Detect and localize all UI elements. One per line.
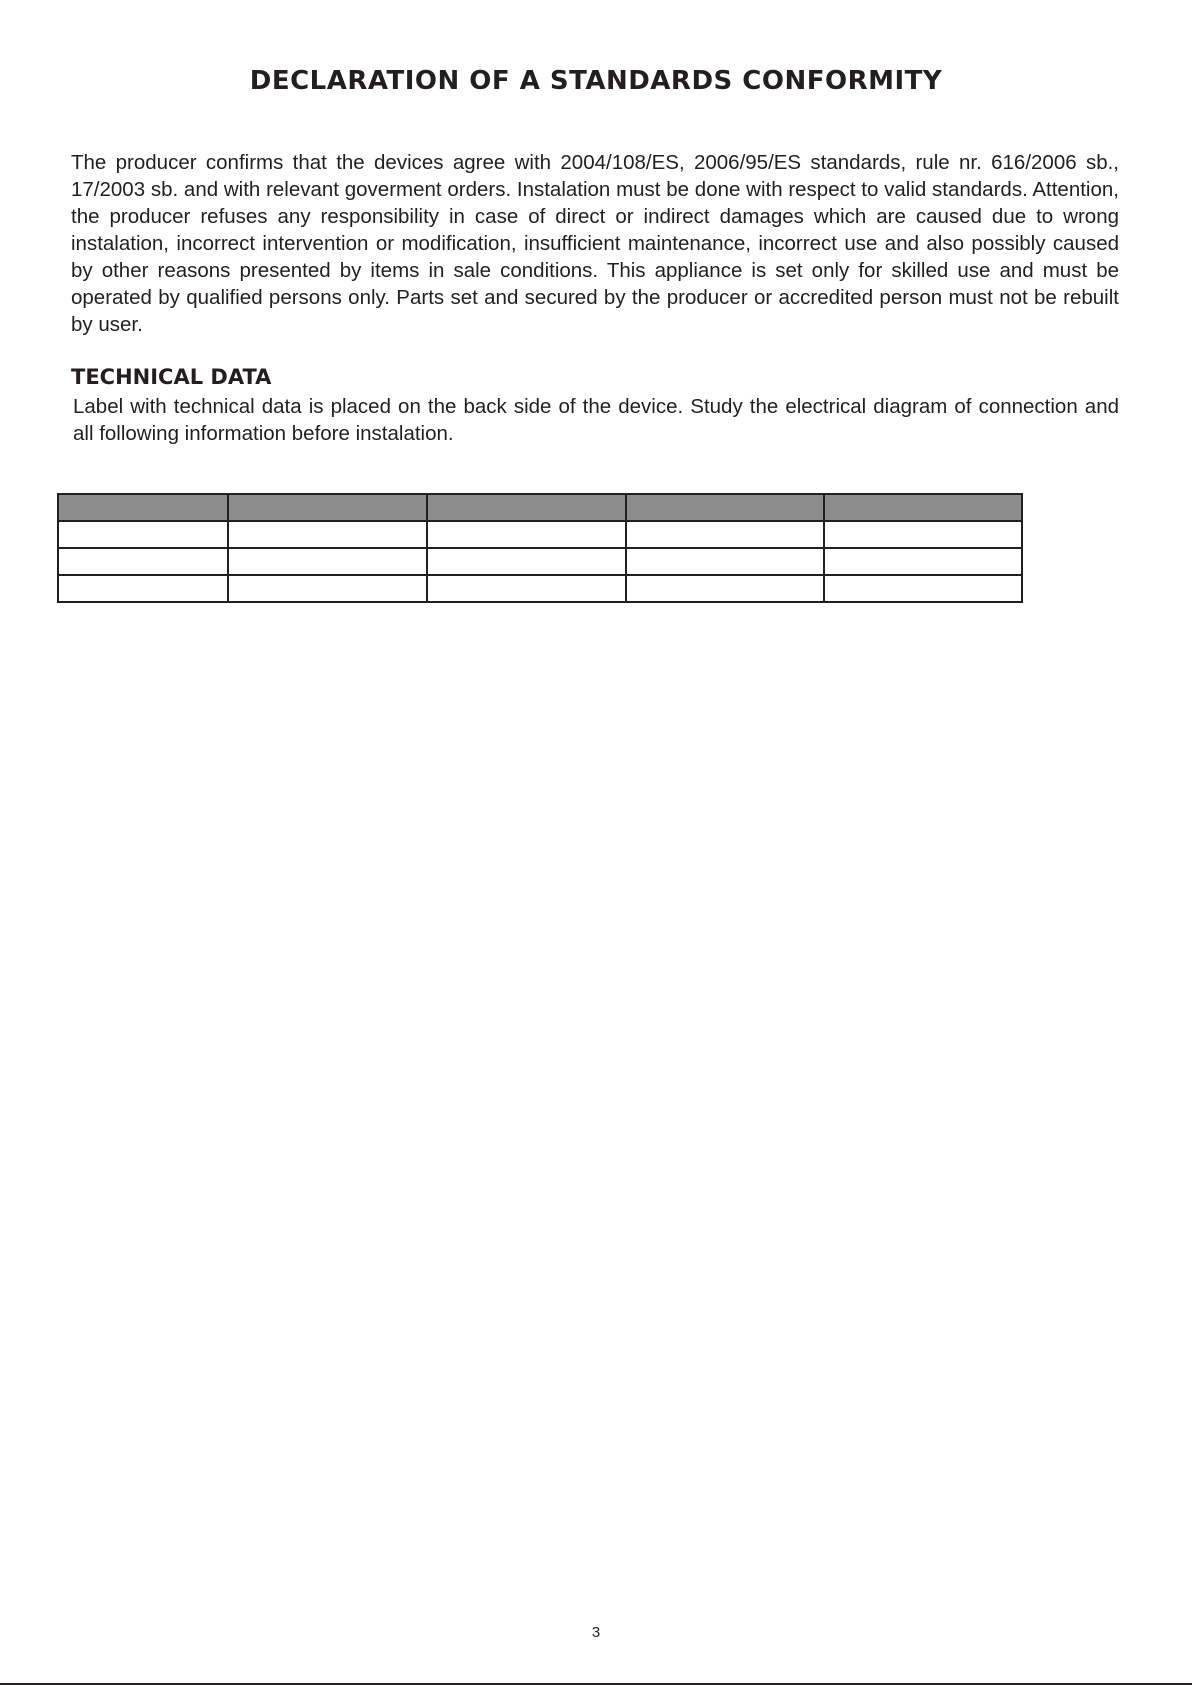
page-title: DECLARATION OF A STANDARDS CONFORMITY: [249, 66, 943, 96]
table-cell: [427, 548, 626, 575]
table-header-cell: [427, 494, 626, 521]
technical-data-heading: TECHNICAL DATA: [71, 365, 272, 389]
table-cell: [824, 521, 1022, 548]
table-cell: [228, 548, 427, 575]
table-cell: [626, 548, 824, 575]
table-row: [58, 548, 1022, 575]
table-cell: [228, 521, 427, 548]
table-cell: [427, 575, 626, 602]
table-header-cell: [626, 494, 824, 521]
table-cell: [58, 548, 228, 575]
table-cell: [427, 521, 626, 548]
table-header-cell: [58, 494, 228, 521]
table-cell: [824, 575, 1022, 602]
page-number: 3: [591, 1624, 601, 1641]
table-cell: [58, 575, 228, 602]
declaration-paragraph: The producer confirms that the devices agree with 2004/108/ES, 2006/95/ES standards, rule nr. 616/2006 sb., 17/2003 sb. and with relevant goverment orders. Instalation must be done with respect to valid standards. Attention, the producer refuses any responsibility in case of direct or indirect damages which are caused due to wrong instalation, incorrect intervention or modification, insufficient maintenance, incorrect use and also possibly caused by other reasons presented by items in sale conditions. This appliance is set only for skilled use and must be operated by qualified persons only. Parts set and secured by the producer or accredited person must not be rebuilt by user.: [71, 151, 1119, 336]
technical-data-paragraph: Label with technical data is placed on the back side of the device. Study the electrical diagram of connection and all following information before instalation.: [73, 395, 1119, 445]
table-cell: [626, 575, 824, 602]
table-header-cell: [824, 494, 1022, 521]
table-row: [58, 521, 1022, 548]
table-cell: [824, 548, 1022, 575]
technical-data-table: [57, 493, 1023, 603]
table-cell: [626, 521, 824, 548]
table-cell: [228, 575, 427, 602]
table-header-row: [58, 494, 1022, 521]
table-row: [58, 575, 1022, 602]
table-header-cell: [228, 494, 427, 521]
table-cell: [58, 521, 228, 548]
